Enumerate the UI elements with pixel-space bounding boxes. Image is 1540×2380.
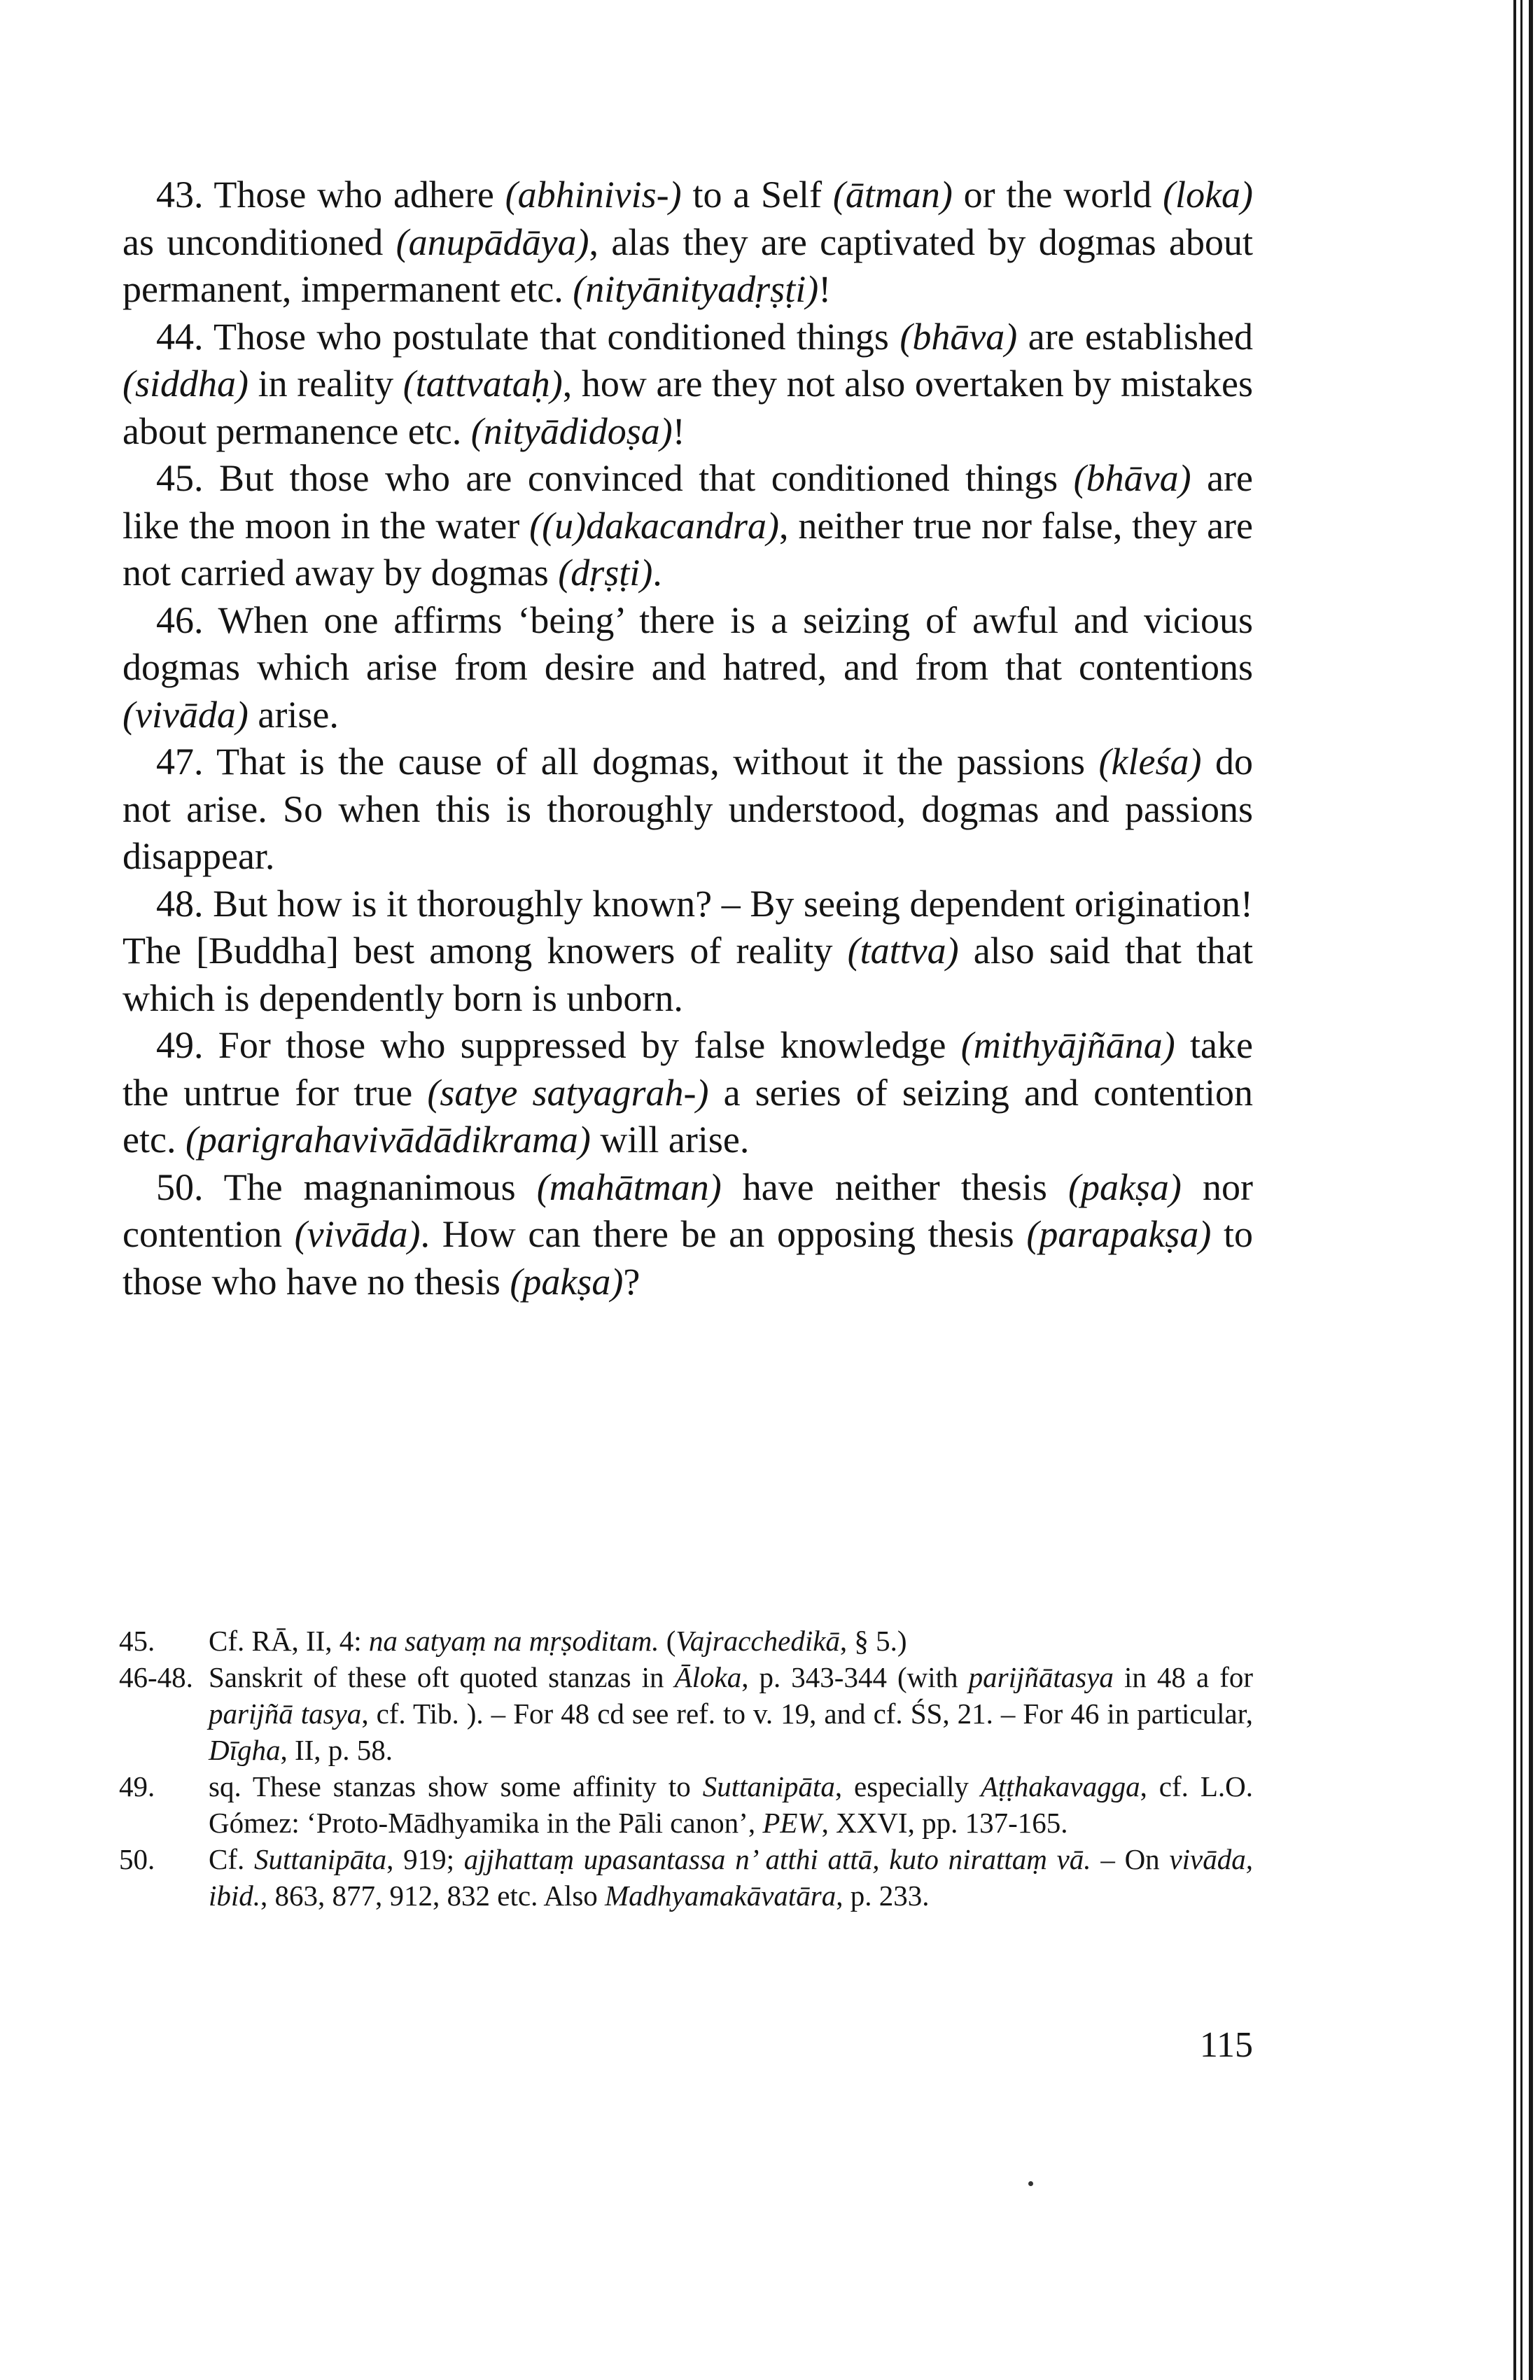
italic-term: (kleśa)	[1098, 741, 1202, 783]
italic-term: (dṛṣṭi)	[558, 552, 653, 594]
stanza	[122, 455, 1253, 597]
stanza-number: 47.	[156, 741, 204, 783]
italic-term: (parapakṣa)	[1026, 1213, 1212, 1255]
italic-term: (mithyājñāna)	[960, 1024, 1175, 1066]
italic-term: (mahātman)	[536, 1166, 722, 1208]
italic-term: (loka)	[1163, 174, 1254, 216]
stanza-text: For those who suppressed by false knowledge	[203, 1024, 961, 1066]
stanza-text: , neither true nor false, they are not carried away by dogmas	[122, 504, 1254, 594]
note-number: 45.	[119, 1625, 155, 1657]
italic-term: parijñātasya	[968, 1661, 1114, 1693]
stanza	[122, 1164, 1253, 1306]
stanza-text: to those who have no thesis	[122, 1213, 1253, 1303]
stanza-text: When one affirms ‘being’ there is a seizing of awful and vicious dogmas which arise from desire and hatred, and from that contentions	[122, 598, 1253, 688]
italic-term: Suttanipāta	[702, 1770, 835, 1802]
stanza-text: also said that that which is dependently born is unborn.	[122, 930, 1254, 1019]
stanza-list	[122, 172, 1253, 1306]
italic-term: (pakṣa)	[510, 1260, 624, 1303]
stanza-text: . How can there be an opposing thesis	[420, 1213, 1027, 1255]
stanza	[122, 738, 1253, 881]
stanza-number: 50.	[156, 1166, 204, 1208]
note-text: , p. 233.	[836, 1879, 930, 1912]
stanza-text: are established	[1017, 315, 1254, 358]
page-number: 115	[1199, 2025, 1253, 2065]
note-text: , especially	[834, 1770, 981, 1802]
binding-edge-line	[1513, 0, 1516, 2380]
italic-term: ajjhattaṃ upasantassa n’ atthi attā, kuto nirattaṃ vā.	[463, 1843, 1091, 1875]
italic-term: (siddha)	[122, 363, 248, 405]
stanza-number: 44.	[156, 315, 204, 358]
italic-term: na satyaṃ na mṛṣoditam.	[368, 1625, 659, 1657]
italic-term: parijñā tasya	[209, 1698, 362, 1730]
stanza-text: as unconditioned	[122, 220, 396, 263]
stanza-text: to a Self	[681, 174, 833, 216]
footnote	[119, 1659, 1253, 1768]
note-text: in 48 a for	[1113, 1661, 1253, 1693]
stanza-text: But those who are convinced that conditioned things	[203, 457, 1074, 499]
stanza-text: , alas they are captivated by dogmas about permanent, impermanent etc.	[122, 220, 1253, 310]
note-number: 50.	[119, 1843, 155, 1875]
italic-term: (ātman)	[832, 174, 953, 216]
stanza-text: do not arise. So when this is thoroughly understood, dogmas and passions disappear.	[122, 741, 1254, 877]
italic-term: PEW	[762, 1807, 822, 1839]
stanza-number: 48.	[156, 882, 204, 925]
italic-term: Vajracchedikā	[676, 1625, 840, 1657]
note-number: 46-48.	[119, 1661, 193, 1693]
stanza-text: !	[818, 268, 832, 310]
stanza-text: !	[672, 410, 685, 452]
stanza	[122, 314, 1253, 456]
stanza-text: But how is it thoroughly known? – By seeing dependent origination! The [Buddha] best among knowers of reality	[122, 882, 1253, 972]
note-text: , § 5.)	[839, 1625, 907, 1657]
italic-term: (bhāva)	[1073, 457, 1191, 499]
italic-term: (satye satyagrah-)	[427, 1071, 709, 1114]
note-text: Cf.	[209, 1843, 255, 1875]
stanza	[122, 172, 1253, 314]
italic-term: Madhyamakāvatāra	[605, 1879, 836, 1912]
footnote	[119, 1623, 1253, 1659]
italic-term: (anupādāya)	[396, 220, 589, 263]
stanza-text: , how are they not also overtaken by mistakes about permanence etc.	[122, 363, 1253, 452]
stanza-number: 49.	[156, 1024, 204, 1066]
stanza-text: take the untrue for true	[122, 1024, 1253, 1114]
italic-term: (nityādidoṣa)	[470, 410, 673, 452]
italic-term: (bhāva)	[899, 315, 1018, 358]
italic-term: (vivāda)	[122, 693, 248, 736]
stanza-text: arise.	[248, 693, 339, 736]
binding-edge-line	[1529, 0, 1533, 2380]
stanza-text: That is the cause of all dogmas, without it the passions	[203, 741, 1099, 783]
stanza	[122, 881, 1253, 1023]
note-text: , 863, 877, 912, 832 etc. Also	[260, 1879, 606, 1912]
note-text: sq. These stanzas show some affinity to	[209, 1770, 703, 1802]
note-text: – On	[1091, 1843, 1170, 1875]
italic-term: (tattvataḥ)	[402, 363, 563, 405]
note-text: , 919;	[386, 1843, 464, 1875]
stanza-number: 46.	[156, 598, 204, 641]
note-text: Cf. RĀ, II, 4:	[209, 1625, 369, 1657]
stanza-text: are like the moon in the water	[122, 457, 1253, 547]
stanza-number: 43.	[156, 174, 204, 216]
note-text: , II, p. 58.	[280, 1734, 393, 1766]
stanza-text: ?	[623, 1260, 640, 1303]
italic-term: (abhinivis-)	[505, 174, 682, 216]
italic-term: (tattva)	[847, 930, 959, 972]
note-text: , cf. L.O. Gómez: ‘Proto-Mādhyamika in the Pāli canon’,	[209, 1770, 1253, 1839]
italic-term: (parigrahavivādādikrama)	[185, 1119, 591, 1161]
stanza-text: nor contention	[122, 1166, 1254, 1255]
note-text: Sanskrit of these oft quoted stanzas in	[209, 1661, 675, 1693]
stanza	[122, 597, 1253, 739]
italic-term: Āloka	[674, 1661, 742, 1693]
italic-term: (nityānityadṛṣṭi)	[573, 268, 819, 310]
stanza-text: The magnanimous	[203, 1166, 537, 1208]
footnote	[119, 1841, 1253, 1914]
italic-term: vivāda, ibid.	[209, 1843, 1253, 1912]
stanza-text: will arise.	[590, 1119, 750, 1161]
footnote	[119, 1768, 1253, 1841]
stanza-text: in reality	[248, 363, 403, 405]
italic-term: (vivāda)	[294, 1213, 421, 1255]
footnote-list	[119, 1623, 1253, 1914]
stanza-number: 45.	[156, 457, 204, 499]
stanza-text: a series of seizing and contention etc.	[122, 1071, 1254, 1161]
stanza-text: .	[652, 552, 662, 594]
italic-term: Suttanipāta	[254, 1843, 387, 1875]
note-text: , p. 343-344 (with	[741, 1661, 969, 1693]
note-text: , XXVI, pp. 137-165.	[821, 1807, 1068, 1839]
note-number: 49.	[119, 1770, 155, 1802]
italic-term: Dīgha	[209, 1734, 281, 1766]
italic-term: Aṭṭhakavagga	[980, 1770, 1140, 1802]
binding-edge-line	[1520, 0, 1522, 2380]
stanza-text: have neither thesis	[721, 1166, 1068, 1208]
italic-term: ((u)dakacandra)	[529, 504, 780, 547]
stanza-text: or the world	[952, 174, 1163, 216]
note-text: (	[659, 1625, 676, 1657]
stanza	[122, 1022, 1253, 1164]
print-speck	[1028, 2181, 1033, 2186]
stanza-text: Those who adhere	[203, 174, 505, 216]
italic-term: (pakṣa)	[1068, 1166, 1182, 1208]
stanza-text: Those who postulate that conditioned things	[203, 315, 900, 358]
note-text: , cf. Tib. ). – For 48 cd see ref. to v. 19, and cf. ŚS, 21. – For 46 in particular,	[361, 1698, 1253, 1730]
